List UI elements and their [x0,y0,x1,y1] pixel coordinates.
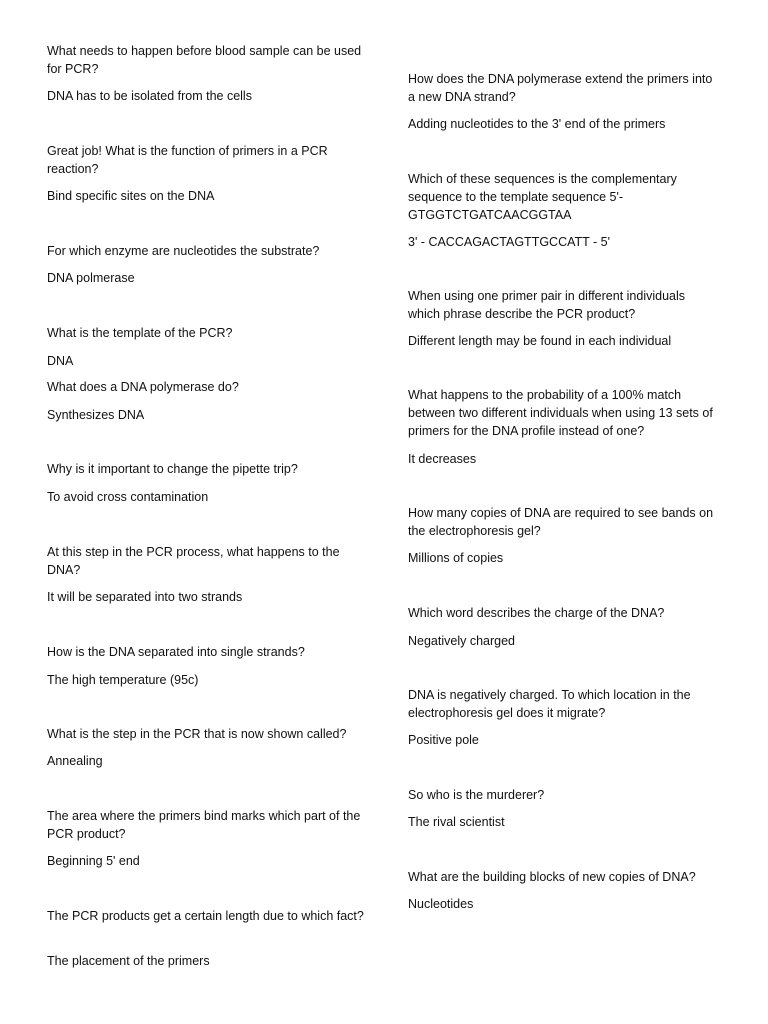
answer-text: To avoid cross contamination [47,490,209,504]
question-text: How does the DNA polymerase extend the primers into a new DNA strand? [408,72,713,104]
answer-text: 3' - CACCAGACTAGTTGCCATT - 5' [408,235,611,249]
answer-text: DNA [47,354,74,368]
question-text: What is the template of the PCR? [47,326,233,340]
question-text: When using one primer pair in different individuals which phrase describe the PCR product? [408,289,686,321]
answer-text: DNA has to be isolated from the cells [47,89,252,103]
answer-text: Nucleotides [408,897,474,911]
question-text: What does a DNA polymerase do? [47,380,239,394]
answer-text: Beginning 5' end [47,854,140,868]
answer-text: The high temperature (95c) [47,673,199,687]
answer-text: Synthesizes DNA [47,408,145,422]
answer-text: Annealing [47,754,103,768]
question-text: What needs to happen before blood sample can be used for PCR? [47,44,362,76]
answer-text: DNA polmerase [47,271,135,285]
question-text: What are the building blocks of new copies of DNA? [408,870,696,884]
question-text: What is the step in the PCR that is now shown called? [47,727,347,741]
answer-text: Negatively charged [408,634,516,648]
question-text: So who is the murderer? [408,788,545,802]
answer-text: The placement of the primers [47,954,210,968]
question-text: At this step in the PCR process, what happens to the DNA? [47,545,340,577]
question-text: How many copies of DNA are required to see bands on the electrophoresis gel? [408,506,714,538]
question-text: Why is it important to change the pipette trip? [47,462,298,476]
answer-text: It will be separated into two strands [47,590,243,604]
answer-text: The rival scientist [408,815,505,829]
answer-text: Positive pole [408,733,479,747]
question-text: How is the DNA separated into single strands? [47,645,305,659]
question-text: Which word describes the charge of the DNA? [408,606,665,620]
question-text: For which enzyme are nucleotides the substrate? [47,244,320,258]
answer-text: It decreases [408,452,477,466]
answer-text: Different length may be found in each individual [408,334,672,348]
answer-text: Millions of copies [408,551,504,565]
question-text: DNA is negatively charged. To which location in the electrophoresis gel does it migrate? [408,688,691,720]
answer-text: Bind specific sites on the DNA [47,189,215,203]
question-text: The PCR products get a certain length due to which fact? [47,909,364,923]
question-text: The area where the primers bind marks which part of the PCR product? [47,809,361,841]
question-text: What happens to the probability of a 100% match between two different individuals when using 13 sets of primers for the DNA profile instead of one? [408,388,713,438]
answer-text: Adding nucleotides to the 3' end of the primers [408,117,666,131]
question-text: Which of these sequences is the complementary sequence to the template sequence 5'- GTGGTCTGATCAACGGTAA [408,172,677,222]
question-text: Great job! What is the function of primers in a PCR reaction? [47,144,328,176]
